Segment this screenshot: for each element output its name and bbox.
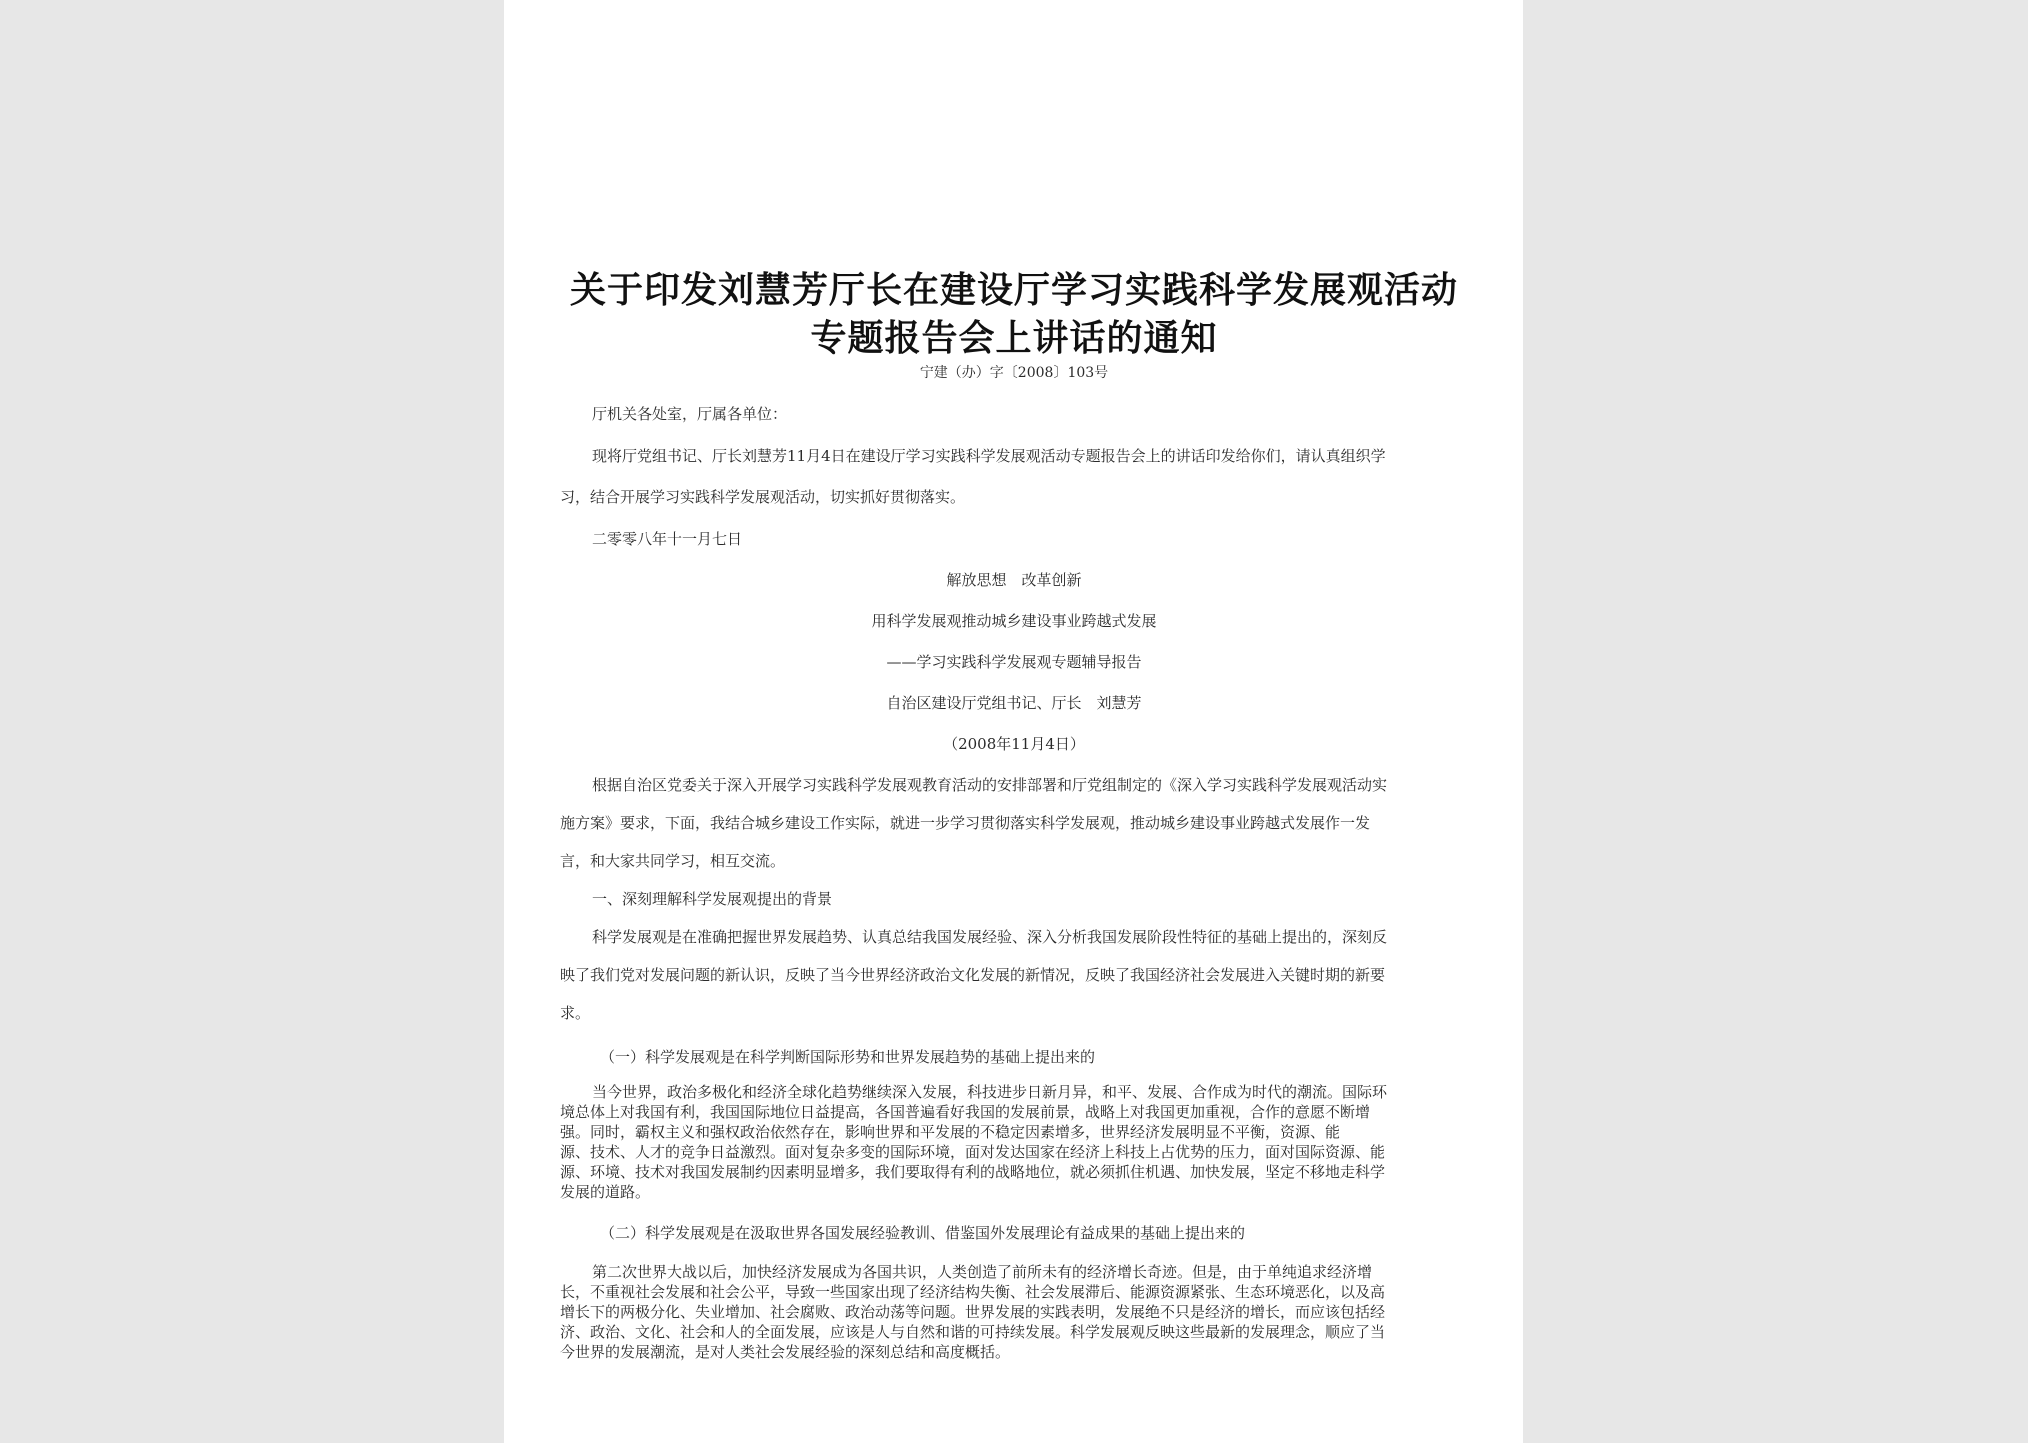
para3-line-3: 强。同时，霸权主义和强权政治依然存在，影响世界和平发展的不稳定因素增多，世界经济发展明显不平衡，资源、能 xyxy=(560,1123,1341,1141)
para4-line-2: 长，不重视社会发展和社会公平，导致一些国家出现了经济结构失衡、社会发展滞后、能源资源紧张、生态环境恶化，以及高 xyxy=(560,1283,1386,1301)
speech-date: （2008年11月4日） xyxy=(943,735,1085,753)
document-number: 宁建（办）字〔2008〕103号 xyxy=(919,365,1109,381)
section1-heading: 一、深刻理解科学发展观提出的背景 xyxy=(592,890,833,908)
para3-line-2: 境总体上对我国有利，我国国际地位日益提高，各国普遍看好我国的发展前景，战略上对我国更加重视，合作的意愿不断增 xyxy=(560,1103,1371,1121)
speech-subtitle: ——学习实践科学发展观专题辅导报告 xyxy=(886,653,1142,671)
para1-line-3: 言，和大家共同学习，相互交流。 xyxy=(560,852,786,870)
para4-line-5: 今世界的发展潮流，是对人类社会发展经验的深刻总结和高度概括。 xyxy=(560,1343,1011,1361)
speaker: 自治区建设厅党组书记、厅长 刘慧芳 xyxy=(886,694,1142,712)
para4-line-3: 增长下的两极分化、失业增加、社会腐败、政治动荡等问题。世界发展的实践表明，发展绝不只是经济的增长，而应该包括经 xyxy=(560,1303,1386,1321)
issue-date: 二零零八年十一月七日 xyxy=(592,530,743,548)
para1-line-2: 施方案》要求，下面，我结合城乡建设工作实际，就进一步学习贯彻落实科学发展观，推动城乡建设事业跨越式发展作一发 xyxy=(560,814,1371,832)
speech-heading: 解放思想 改革创新 xyxy=(946,571,1082,589)
para2-line-1: 科学发展观是在准确把握世界发展趋势、认真总结我国发展经验、深入分析我国发展阶段性特征的基础上提出的，深刻反 xyxy=(592,928,1388,946)
para3-line-4: 源、技术、人才的竞争日益激烈。面对复杂多变的国际环境，面对发达国家在经济上科技上占优势的压力，面对国际资源、能 xyxy=(560,1143,1386,1161)
title-line-1: 关于印发刘慧芳厅长在建设厅学习实践科学发展观活动 xyxy=(569,269,1458,311)
para2-line-2: 映了我们党对发展问题的新认识，反映了当今世界经济政治文化发展的新情况，反映了我国经济社会发展进入关键时期的新要 xyxy=(560,966,1386,984)
para2-line-3: 求。 xyxy=(560,1004,591,1022)
sub1-heading: （一）科学发展观是在科学判断国际形势和世界发展趋势的基础上提出来的 xyxy=(600,1048,1096,1066)
para4-line-4: 济、政治、文化、社会和人的全面发展，应该是人与自然和谐的可持续发展。科学发展观反映这些最新的发展理念，顺应了当 xyxy=(560,1323,1386,1341)
para4-line-1: 第二次世界大战以后，加快经济发展成为各国共识，人类创造了前所未有的经济增长奇迹。但是，由于单纯追求经济增 xyxy=(592,1263,1373,1281)
intro-line-1: 现将厅党组书记、厅长刘慧芳11月4日在建设厅学习实践科学发展观活动专题报告会上的讲话印发给你们，请认真组织学 xyxy=(592,447,1386,465)
para1-line-1: 根据自治区党委关于深入开展学习实践科学发展观教育活动的安排部署和厅党组制定的《深入学习实践科学发展观活动实 xyxy=(592,776,1388,794)
intro-line-2: 习，结合开展学习实践科学发展观活动，切实抓好贯彻落实。 xyxy=(560,488,966,506)
speech-title: 用科学发展观推动城乡建设事业跨越式发展 xyxy=(871,612,1157,630)
sub2-heading: （二）科学发展观是在汲取世界各国发展经验教训、借鉴国外发展理论有益成果的基础上提出来的 xyxy=(600,1224,1246,1242)
para3-line-1: 当今世界，政治多极化和经济全球化趋势继续深入发展，科技进步日新月异，和平、发展、合作成为时代的潮流。国际环 xyxy=(592,1083,1388,1101)
title-line-2: 专题报告会上讲话的通知 xyxy=(810,317,1218,359)
document-page xyxy=(504,0,1523,1443)
para3-line-5: 源、环境、技术对我国发展制约因素明显增多，我们要取得有利的战略地位，就必须抓住机遇、加快发展，坚定不移地走科学 xyxy=(560,1163,1386,1181)
salutation: 厅机关各处室，厅属各单位： xyxy=(592,405,788,423)
para3-line-6: 发展的道路。 xyxy=(560,1183,651,1201)
